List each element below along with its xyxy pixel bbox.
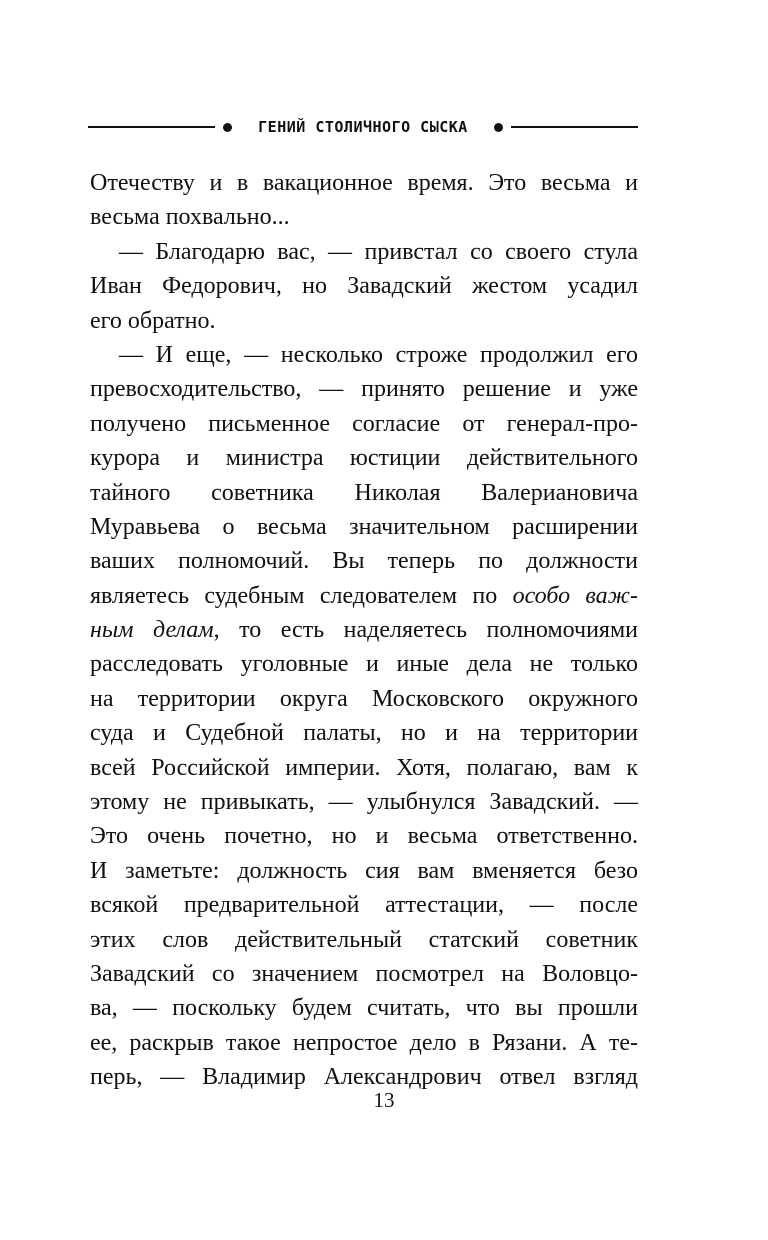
text-line: тайного советника Николая Валериановича [90, 479, 638, 506]
text-line: его обратно. [90, 307, 216, 334]
text-line: превосходительство, — принято решение и уже [90, 376, 638, 403]
running-head [88, 112, 638, 142]
header-rule-left [88, 126, 215, 128]
text-line: ее, раскрыв такое непростое дело в Рязани. А те- [90, 1029, 638, 1056]
body-text [90, 166, 638, 1095]
text-line: ваших полномочий. Вы теперь по должности [90, 548, 638, 575]
text-line: Завадский со значением посмотрел на Воловцо- [90, 960, 638, 987]
text-segment: , то есть наделяетесь полномочиями [213, 617, 639, 644]
text-line [90, 613, 638, 647]
text-line: расследовать уголовные и иные дела не только [90, 651, 638, 678]
text-line: этому не привыкать, — улыбнулся Завадский. — [90, 789, 638, 816]
text-line: перь, — Владимир Александрович отвел взгляд [90, 1064, 638, 1091]
text-line: И заметьте: должность сия вам вменяется безо [90, 857, 638, 884]
text-line: этих слов действительный статский советник [90, 926, 638, 953]
header-bullet-right-icon [494, 123, 503, 132]
text-line: на территории округа Московского окружного [90, 685, 638, 712]
text-line: Это очень почетно, но и весьма ответственно. [90, 823, 638, 850]
text-line: получено письменное согласие от генерал-про- [90, 410, 638, 437]
running-head-title: ГЕНИЙ СТОЛИЧНОГО СЫСКА [258, 118, 468, 136]
emphasis-text: особо важ- [512, 582, 638, 609]
text-line: курора и министра юстиции действительного [90, 445, 638, 472]
emphasis-text: ным делам [90, 617, 214, 644]
text-line: всей Российской империи. Хотя, полагаю, вам к [90, 754, 638, 781]
text-line: Отечеству и в вакационное время. Это весьма и [90, 170, 638, 196]
header-bullet-left-icon [223, 123, 232, 132]
text-line: весьма похвально... [90, 204, 290, 231]
text-line [90, 579, 638, 613]
text-segment: являетесь судебным следователем по [90, 582, 498, 609]
text-line: — И еще, — несколько строже продолжил его [119, 341, 638, 368]
page-number: 13 [373, 1088, 395, 1112]
text-line: всякой предварительной аттестации, — после [90, 892, 638, 919]
text-line: — Благодарю вас, — привстал со своего стула [119, 238, 638, 265]
header-rule-right [511, 126, 638, 128]
text-line: суда и Судебной палаты, но и на территории [90, 720, 638, 747]
text-line: Муравьева о весьма значительном расширении [90, 513, 638, 540]
text-line: Иван Федорович, но Завадский жестом усадил [90, 273, 638, 300]
text-line: ва, — поскольку будем считать, что вы прошли [90, 995, 638, 1022]
